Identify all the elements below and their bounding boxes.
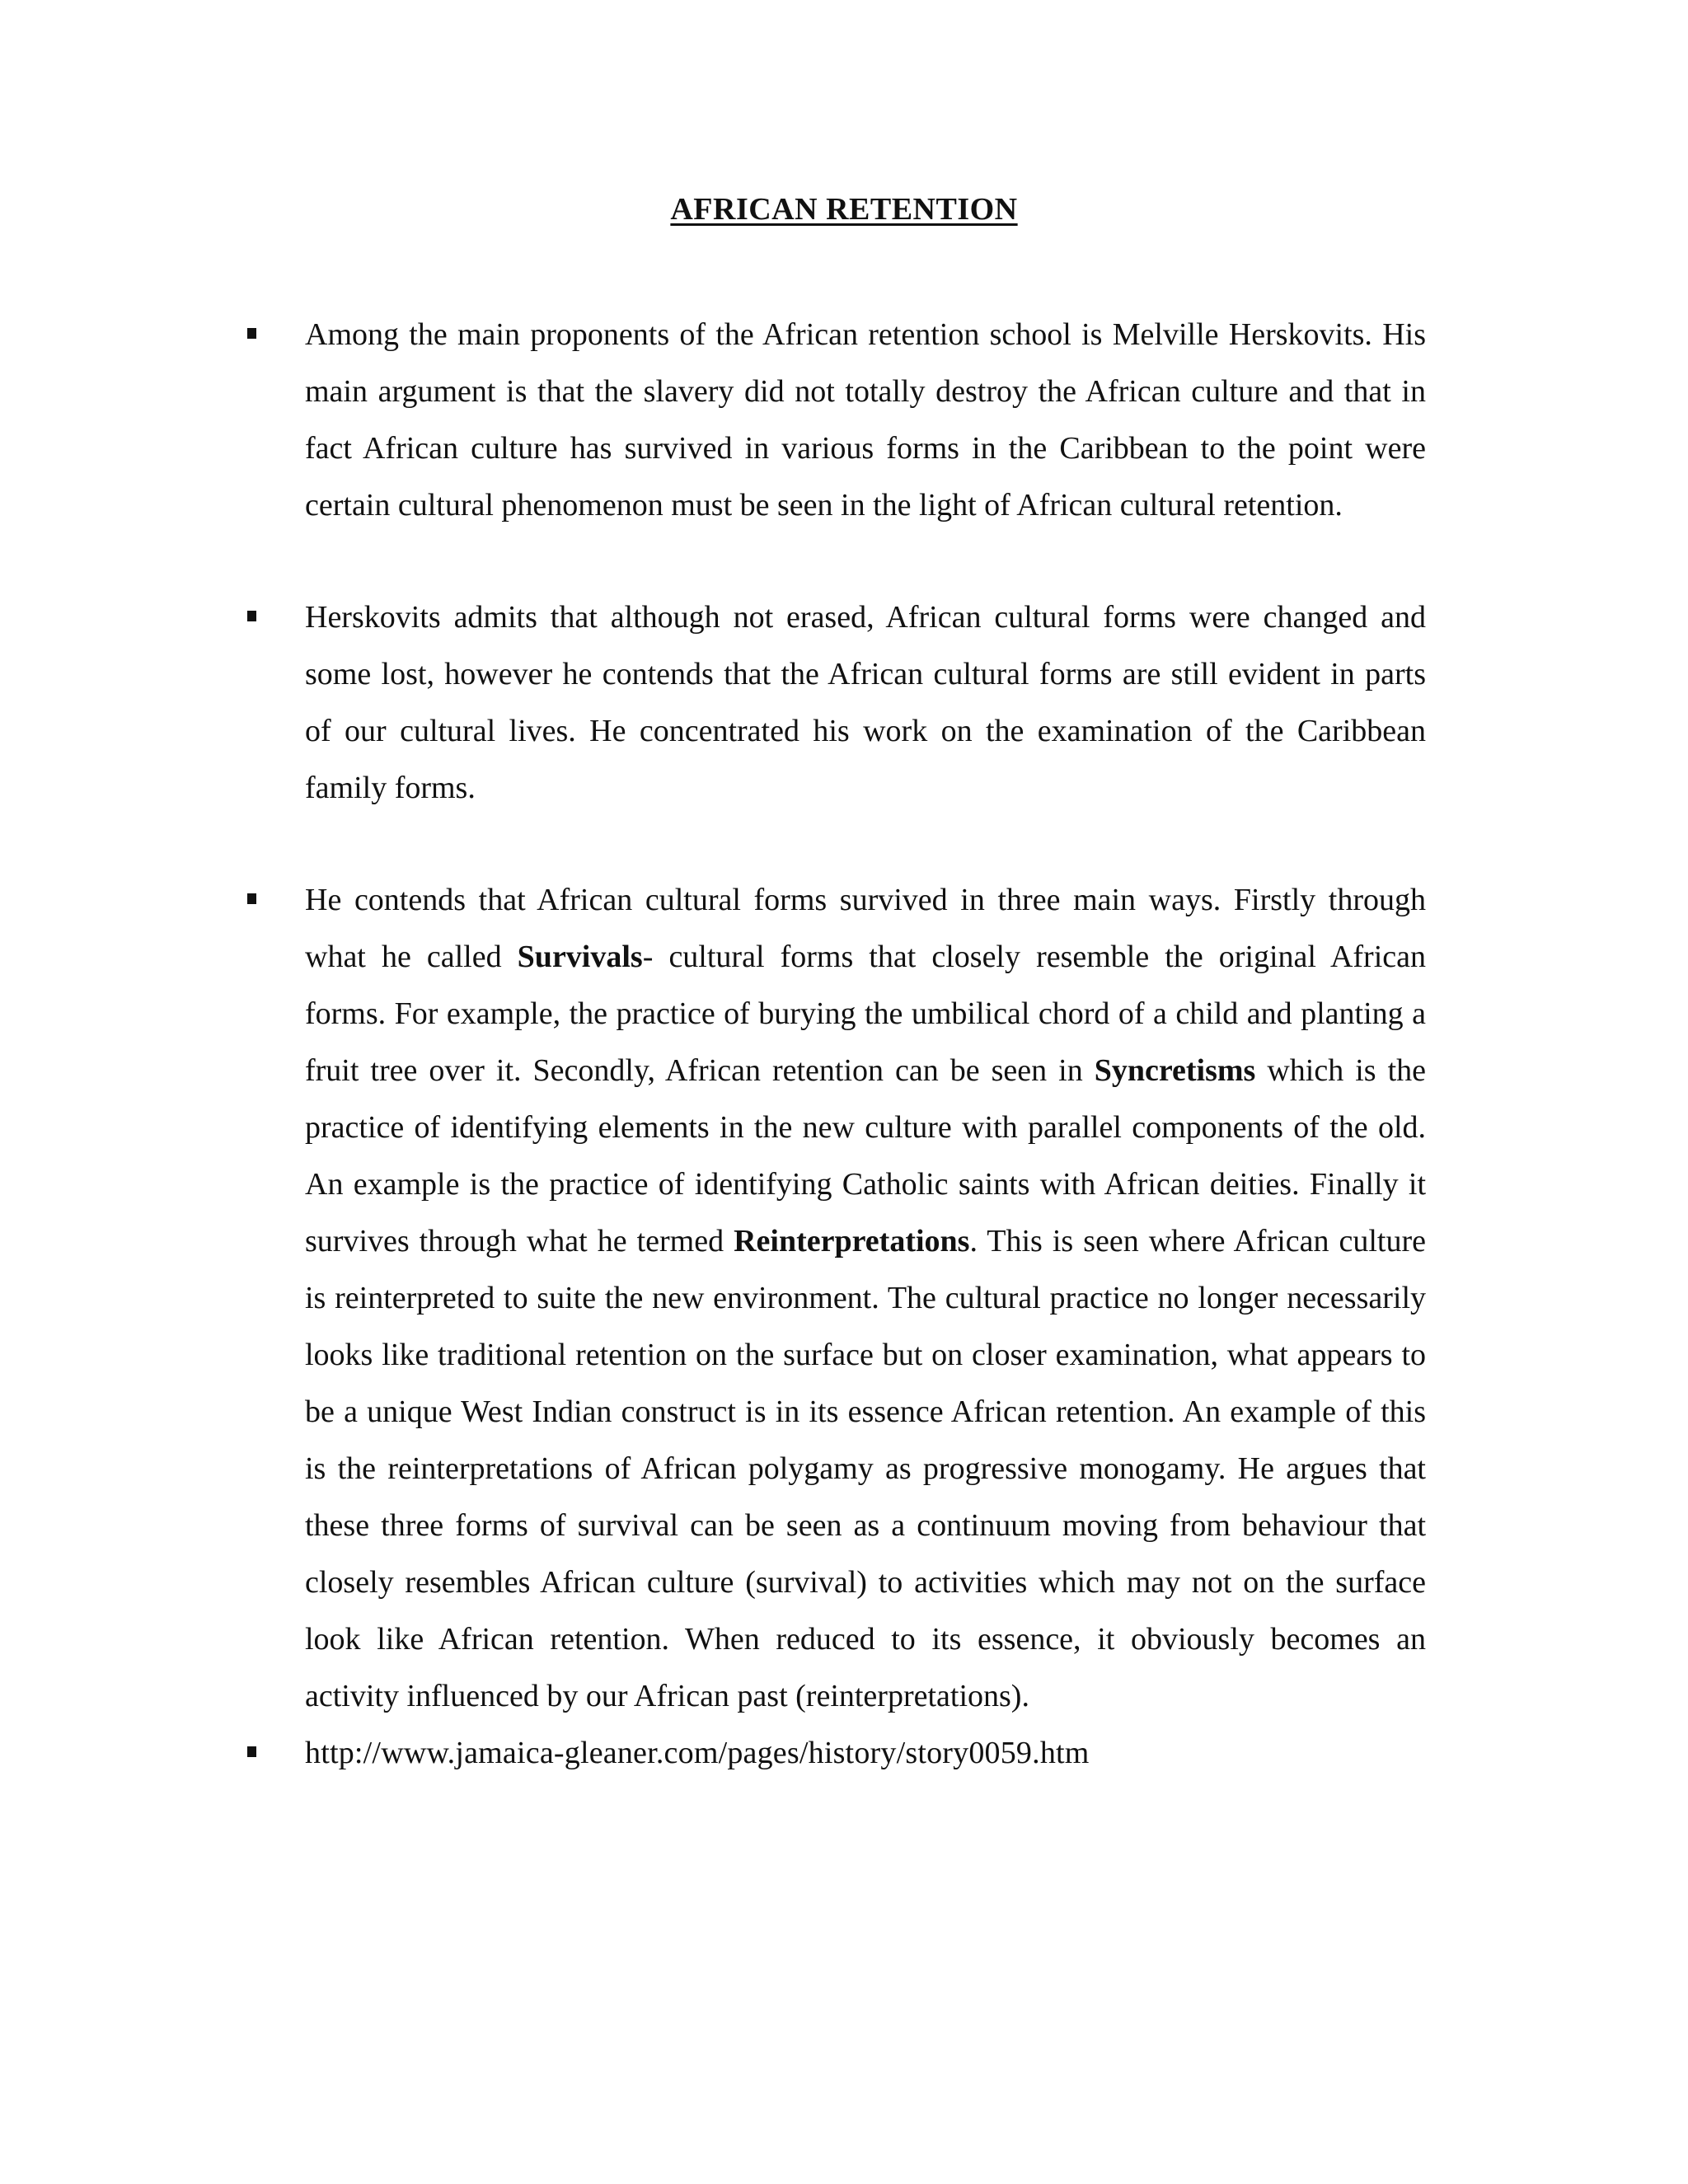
bullet-item-three-ways [247,872,1426,1725]
bold-term-survivals: Survivals [517,940,643,974]
square-bullet-icon [247,893,256,904]
paragraph-rich-text [305,883,1426,1713]
document-title: AFRICAN RETENTION [670,192,1018,227]
square-bullet-icon [247,328,256,339]
bullet-item-source-url [247,1725,1426,1782]
text-segment: which is the practice of identifying elements in the new culture with parallel components of the old. An example is the practice of identifying Catholic saints with African deities. Finally it survives through what he termed [305,1053,1426,1258]
text-segment: - cultural forms that closely resemble the original African forms. For example, the practice of burying the umbilical chord of a child and planting a fruit tree over it. Secondly, African retention can be seen in [305,940,1427,1088]
bullet-item-cultural-forms [247,589,1426,817]
square-bullet-icon [247,611,256,621]
bullet-list [247,307,1426,1782]
bold-term-reinterpretations: Reinterpretations [734,1224,970,1258]
paragraph-text: Herskovits admits that although not erased, African cultural forms were changed and some lost, however he contends that the African cultural forms are still evident in parts of our cultural lives. He concentrated his work on the examination of the Caribbean family forms. [305,600,1426,805]
bullet-item-herskovits-intro [247,307,1426,534]
text-segment: . This is seen where African culture is reinterpreted to suite the new environment. The cultural practice no longer necessarily looks like traditional retention on the surface but on closer examination, what appears to be a unique West Indian construct is in its essence African retention. An example of this is the reinterpretations of African polygamy as progressive monogamy. He argues that these three forms of survival can be seen as a continuum moving from behaviour that closely resembles African culture (survival) to activities which may not on the surface look like African retention. When reduced to its essence, it obviously becomes an activity influenced by our African past (reinterpretations). [305,1224,1426,1713]
square-bullet-icon [247,1746,256,1757]
paragraph-text: Among the main proponents of the African retention school is Melville Herskovits. His main argument is that the slavery did not totally destroy the African culture and that in fact African culture has survived in various forms in the Caribbean to the point were certain cultural phenomenon must be seen in the light of African cultural retention. [305,317,1426,523]
source-url-text: http://www.jamaica-gleaner.com/pages/history/story0059.htm [305,1736,1090,1770]
bold-term-syncretisms: Syncretisms [1094,1053,1256,1088]
text-segment: He contends that African cultural forms survived in three main ways. Firstly through what he called [305,883,1426,974]
